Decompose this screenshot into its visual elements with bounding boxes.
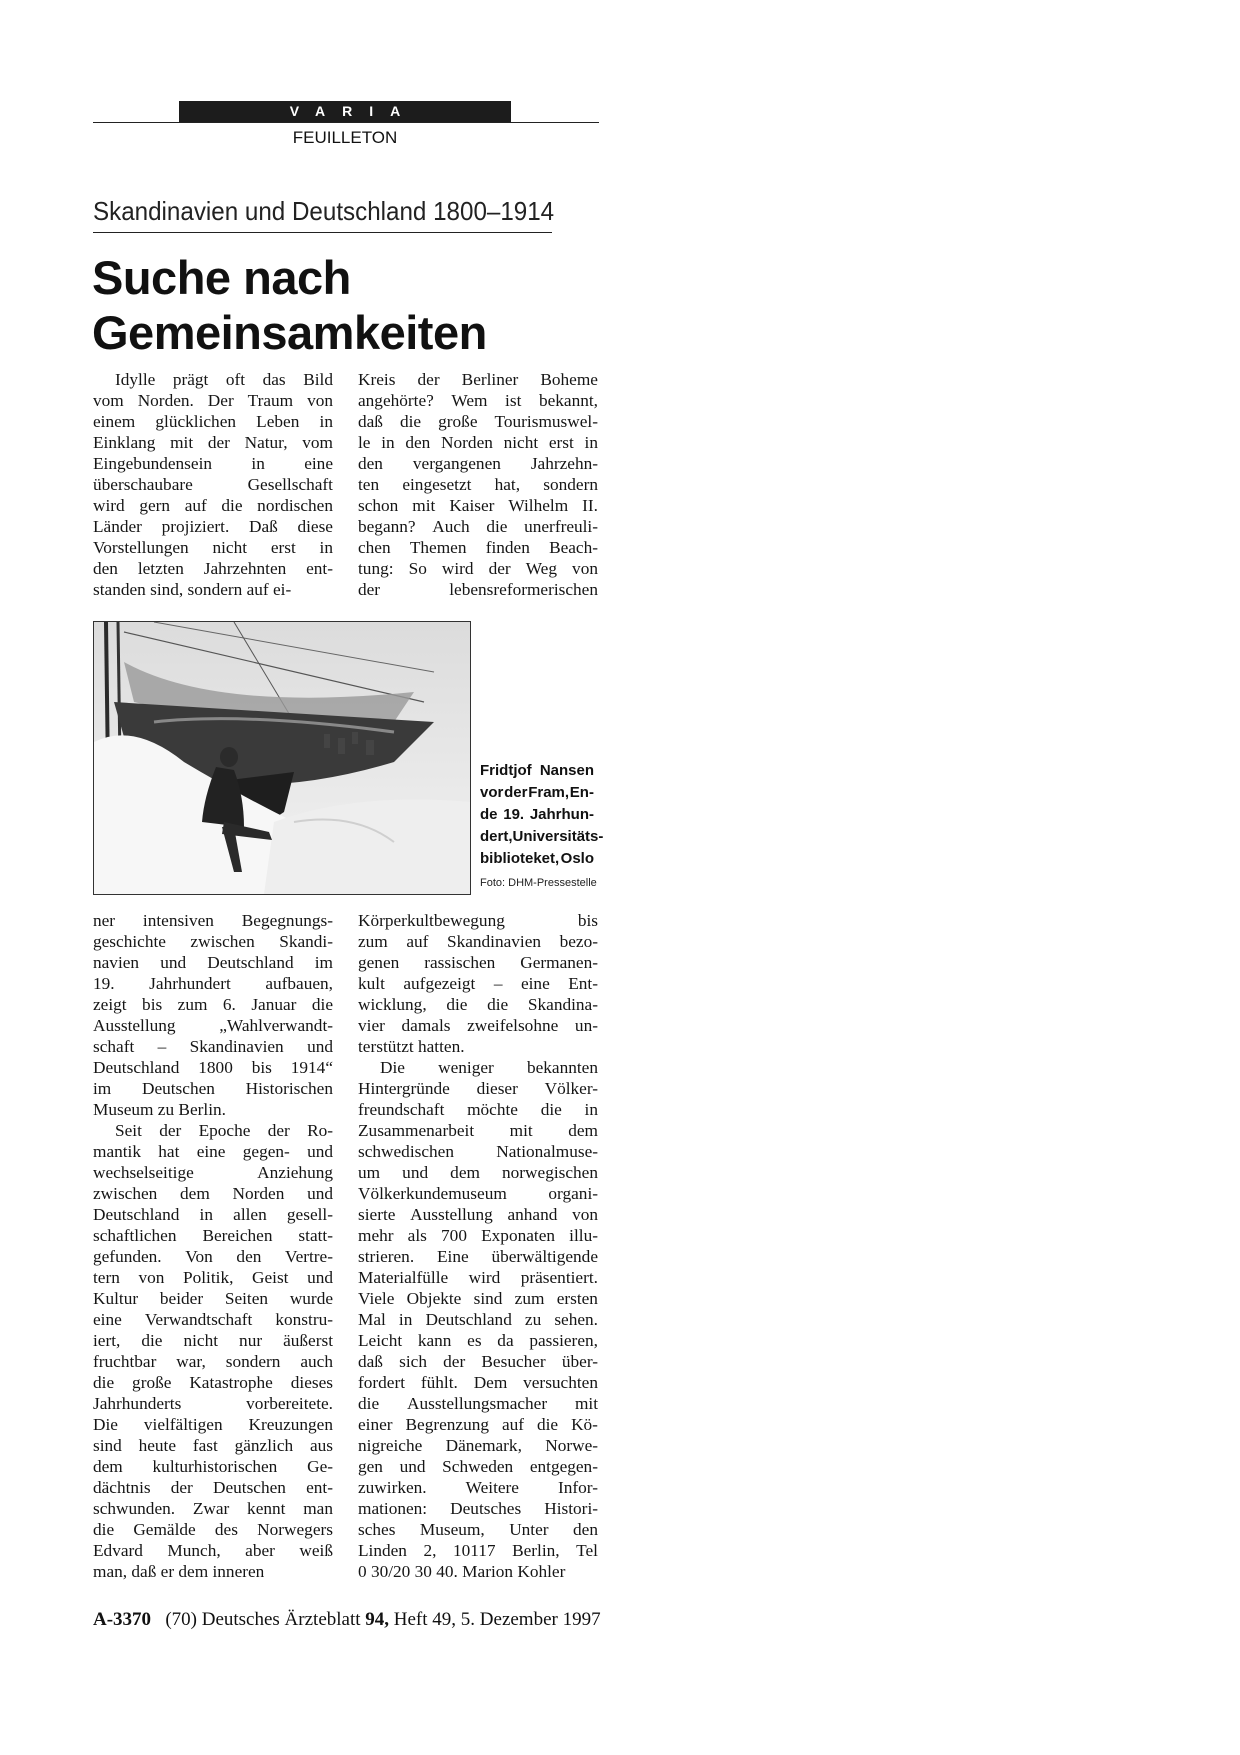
- text-line: tern von Politik, Geist und: [93, 1268, 333, 1287]
- text-line: Seit der Epoche der Ro-: [115, 1121, 333, 1140]
- text-line: mantik hat eine gegen- und: [93, 1142, 333, 1161]
- text-line: mehr als 700 Exponaten illu-: [358, 1226, 598, 1245]
- photo-illustration: [94, 622, 470, 894]
- text-line: zum auf Skandinavien bezo-: [358, 932, 598, 951]
- text-line: daß sich der Besucher über-: [358, 1352, 598, 1371]
- body-column-3: [93, 910, 333, 1582]
- header-rule: [93, 122, 599, 123]
- article-kicker: Skandinavien und Deutschland 1800–1914: [93, 196, 555, 226]
- text-line: vom Norden. Der Traum von: [93, 391, 333, 410]
- text-line: kult aufgezeigt – eine Ent-: [358, 974, 598, 993]
- text-line: terstützt hatten.: [358, 1037, 465, 1056]
- text-line: sches Museum, Unter den: [358, 1520, 598, 1539]
- text-line: Deutschland in allen gesell-: [93, 1205, 333, 1224]
- text-line: gen und Schweden entgegen-: [358, 1457, 598, 1476]
- text-line: im Deutschen Historischen: [93, 1079, 333, 1098]
- text-line: fruchtbar war, sondern auch: [93, 1352, 333, 1371]
- text-line: Länder projiziert. Daß diese: [93, 517, 333, 536]
- kicker-rule: [93, 232, 552, 233]
- text-line: Kultur beider Seiten wurde: [93, 1289, 333, 1308]
- text-line: dem kulturhistorischen Ge-: [93, 1457, 333, 1476]
- text-line: schwedischen Nationalmuse-: [358, 1142, 598, 1161]
- text-line: zuwirken. Weitere Infor-: [358, 1478, 598, 1497]
- article-headline: [92, 250, 692, 360]
- text-line: strieren. Eine überwältigende: [358, 1247, 598, 1266]
- text-line: begann? Auch die unerfreuli-: [358, 517, 598, 536]
- text-line: schaft – Skandinavien und: [93, 1037, 333, 1056]
- body-column-4: [358, 910, 598, 1582]
- text-line: iert, die nicht nur äußerst: [93, 1331, 333, 1350]
- text-line: schaftlichen Bereichen statt-: [93, 1226, 333, 1245]
- footer-journal: Deutsches Ärzteblatt: [201, 1609, 361, 1630]
- text-line: daß die große Tourismuswel-: [358, 412, 598, 431]
- text-line: genen rassischen Germanen-: [358, 953, 598, 972]
- text-line: Viele Objekte sind zum ersten: [358, 1289, 598, 1308]
- text-line: um und dem norwegischen: [358, 1163, 598, 1182]
- text-line: geschichte zwischen Skandi-: [93, 932, 333, 951]
- headline-line: Gemeinsamkeiten: [92, 306, 487, 359]
- text-line: vier damals zweifelsohne un-: [358, 1016, 598, 1035]
- section-label: FEUILLETON: [292, 128, 398, 147]
- text-line: freundschaft möchte die in: [358, 1100, 598, 1119]
- text-line: Jahrhunderts vorbereitete.: [93, 1394, 333, 1413]
- caption-line: biblioteket, Oslo: [480, 850, 594, 867]
- footer-volume: 94,: [365, 1609, 390, 1630]
- text-line: sierte Ausstellung anhand von: [358, 1205, 598, 1224]
- body-column-1: [93, 369, 333, 600]
- text-line: Idylle prägt oft das Bild: [115, 370, 333, 389]
- text-line: einer Begrenzung auf die Kö-: [358, 1415, 598, 1434]
- text-line: den vergangenen Jahrzehn-: [358, 454, 598, 473]
- text-line: fordert fühlt. Dem versuchten: [358, 1373, 598, 1392]
- text-line: der lebensreformerischen: [358, 580, 598, 599]
- page-footer: [93, 1609, 601, 1631]
- footer-issue: Heft 49, 5. Dezember 1997: [393, 1609, 601, 1630]
- text-line: einem glücklichen Leben in: [93, 412, 333, 431]
- text-line: die Gemälde des Norwegers: [93, 1520, 333, 1539]
- caption-line: Fridtjof Nansen: [480, 762, 594, 779]
- text-line: sind heute fast gänzlich aus: [93, 1436, 333, 1455]
- text-line: navien und Deutschland im: [93, 953, 333, 972]
- text-line: Die weniger bekannten: [380, 1058, 598, 1077]
- text-line: le in den Norden nicht erst in: [358, 433, 598, 452]
- text-line: Die vielfältigen Kreuzungen: [93, 1415, 333, 1434]
- text-line: zwischen dem Norden und: [93, 1184, 333, 1203]
- text-line: Hintergründe dieser Völker-: [358, 1079, 598, 1098]
- text-line: chen Themen finden Beach-: [358, 538, 598, 557]
- text-line: wicklung, die die Skandina-: [358, 995, 598, 1014]
- text-line: die Ausstellungsmacher mit: [358, 1394, 598, 1413]
- text-line: ner intensiven Begegnungs-: [93, 911, 333, 930]
- text-line: mationen: Deutsches Histori-: [358, 1499, 598, 1518]
- text-line: Zusammenarbeit mit dem: [358, 1121, 598, 1140]
- text-line: Einklang mit der Natur, vom: [93, 433, 333, 452]
- article-photo: [93, 621, 471, 895]
- text-line: schwunden. Zwar kennt man: [93, 1499, 333, 1518]
- body-column-2: [358, 369, 598, 600]
- text-line: schon mit Kaiser Wilhelm II.: [358, 496, 598, 515]
- text-line: standen sind, sondern auf ei-: [93, 580, 292, 599]
- text-line: nigreiche Dänemark, Norwe-: [358, 1436, 598, 1455]
- text-line: den letzten Jahrzehnten ent-: [93, 559, 333, 578]
- caption-line: dert, Universitäts-: [480, 828, 604, 845]
- text-line: Linden 2, 10117 Berlin, Tel: [358, 1541, 598, 1560]
- text-line: Völkerkundemuseum organi-: [358, 1184, 598, 1203]
- text-line: wird gern auf die nordischen: [93, 496, 333, 515]
- text-line: Eingebundensein in eine: [93, 454, 333, 473]
- text-line: Materialfülle wird präsentiert.: [358, 1268, 598, 1287]
- text-line: dächtnis der Deutschen ent-: [93, 1478, 333, 1497]
- text-line: eine Verwandtschaft konstru-: [93, 1310, 333, 1329]
- text-line: Deutschland 1800 bis 1914“: [93, 1058, 333, 1077]
- caption-line: de 19. Jahrhun-: [480, 806, 594, 823]
- rubric-bar: VARIA: [179, 101, 511, 122]
- text-line: 19. Jahrhundert aufbauen,: [93, 974, 333, 993]
- text-line: Mal in Deutschland zu sehen.: [358, 1310, 598, 1329]
- photo-credit: Foto: DHM-Pressestelle: [480, 877, 597, 889]
- caption-line: vor der Fram, En-: [480, 784, 594, 801]
- text-line: die große Katastrophe dieses: [93, 1373, 333, 1392]
- text-line: Vorstellungen nicht erst in: [93, 538, 333, 557]
- text-line: 0 30/20 30 40. Marion Kohler: [358, 1562, 566, 1581]
- footer-page-number: (70): [165, 1609, 197, 1630]
- text-line: tung: So wird der Weg von: [358, 559, 598, 578]
- footer-page-code: A-3370: [93, 1609, 152, 1630]
- photo-caption: [480, 760, 604, 870]
- text-line: ten eingesetzt hat, sondern: [358, 475, 598, 494]
- text-line: zeigt bis zum 6. Januar die: [93, 995, 333, 1014]
- text-line: Körperkultbewegung bis: [358, 911, 598, 930]
- text-line: man, daß er dem inneren: [93, 1562, 265, 1581]
- text-line: Ausstellung „Wahlverwandt-: [93, 1016, 333, 1035]
- text-line: überschaubare Gesellschaft: [93, 475, 333, 494]
- text-line: gefunden. Von den Vertre-: [93, 1247, 333, 1266]
- text-line: wechselseitige Anziehung: [93, 1163, 333, 1182]
- text-line: Kreis der Berliner Boheme: [358, 370, 598, 389]
- text-line: Museum zu Berlin.: [93, 1100, 226, 1119]
- headline-line: Suche nach: [92, 251, 351, 304]
- text-line: angehörte? Wem ist bekannt,: [358, 391, 598, 410]
- text-line: Leicht kann es da passieren,: [358, 1331, 598, 1350]
- text-line: Edvard Munch, aber weiß: [93, 1541, 333, 1560]
